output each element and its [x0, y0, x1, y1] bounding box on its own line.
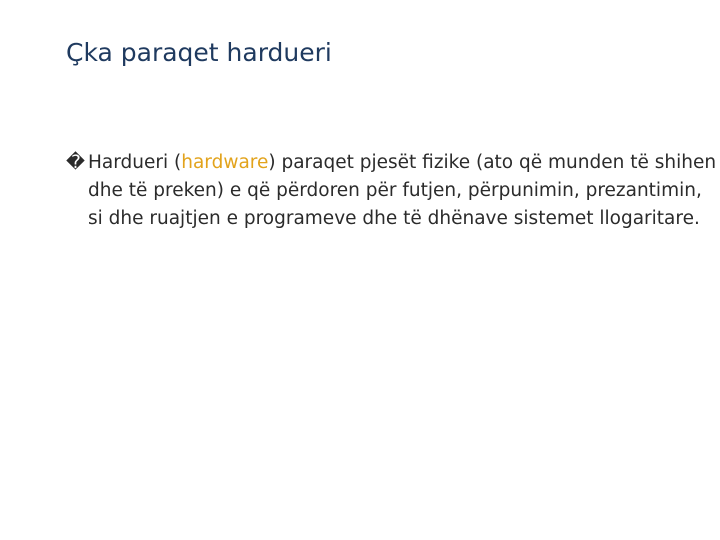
bullet-glyph: �	[66, 152, 85, 173]
slide-title: Çka paraqet hardueri	[66, 38, 332, 67]
paragraph-rest: ) paraqet pjesët fizike (ato që munden të shihen dhe të preken) e që përdoren për futjen, përpunimin, prezantimin, si dhe ruajtjen e programeve dhe të dhënave sistemet llogaritare.	[88, 152, 717, 229]
paragraph-lead: Hardueri (	[88, 152, 182, 173]
bullet-paragraph	[66, 149, 718, 233]
highlighted-term: hardware	[181, 152, 269, 173]
